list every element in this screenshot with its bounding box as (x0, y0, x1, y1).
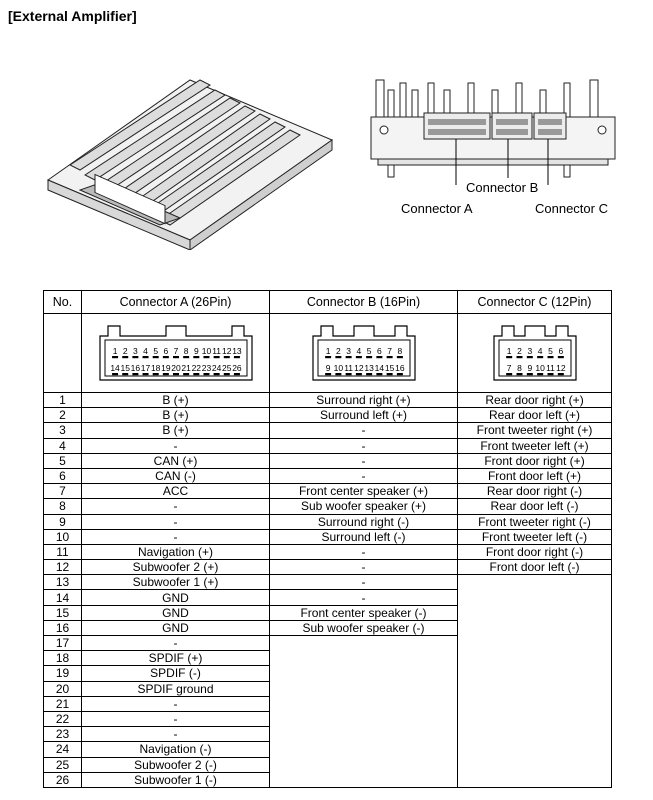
pin-number-cell: 21 (44, 696, 82, 711)
pin-label: 1 (506, 345, 512, 356)
pin-marker (557, 356, 563, 358)
table-row (44, 393, 612, 408)
pin-label: 8 (183, 345, 189, 356)
pin-label: 2 (335, 345, 341, 356)
pin-marker (355, 356, 361, 358)
connector-c-cell: Rear door right (-) (458, 484, 612, 499)
pin-number-cell: 1 (44, 393, 82, 408)
connector-b-cell: - (270, 590, 458, 605)
pin-label: 19 (160, 362, 171, 373)
pin-label: 6 (376, 345, 382, 356)
table-row (44, 453, 612, 468)
connector-b-cell: Surround right (-) (270, 514, 458, 529)
pin-marker (376, 373, 382, 375)
pin-marker (506, 356, 512, 358)
pin-number-cell: 22 (44, 711, 82, 726)
pin-label: 4 (537, 345, 543, 356)
pin-number-cell: 10 (44, 529, 82, 544)
pin-marker (132, 373, 138, 375)
pin-label: 2 (516, 345, 522, 356)
header-connector-c: Connector C (12Pin) (458, 291, 612, 314)
pin-number-cell: 18 (44, 651, 82, 666)
connector-b-callout: Connector B (466, 180, 539, 195)
pin-marker (112, 356, 118, 358)
table-row (44, 575, 612, 590)
table-row (44, 468, 612, 483)
connector-c-cell: Rear door left (+) (458, 408, 612, 423)
table-row (44, 423, 612, 438)
connector-b-cell: - (270, 453, 458, 468)
pin-number-cell: 13 (44, 575, 82, 590)
connector-a-cell: - (82, 711, 270, 726)
connector-a-cell: Subwoofer 2 (-) (82, 757, 270, 772)
pin-number-cell: 6 (44, 468, 82, 483)
pin-marker (152, 356, 158, 358)
pin-marker (173, 373, 179, 375)
pin-label: 4 (142, 345, 148, 356)
pin-number-cell: 26 (44, 772, 82, 787)
connector-a-cell: - (82, 636, 270, 651)
pin-label: 2 (122, 345, 128, 356)
pin-label: 8 (397, 345, 402, 356)
pin-marker (526, 373, 532, 375)
pin-label: 6 (162, 345, 168, 356)
pin-number-cell: 19 (44, 666, 82, 681)
connector-b-pinout-diagram (309, 320, 419, 384)
pin-marker (223, 373, 229, 375)
connector-a-cell: - (82, 514, 270, 529)
connector-a-diagram-cell (82, 314, 270, 393)
pin-label: 3 (132, 345, 138, 356)
header-connector-a: Connector A (26Pin) (82, 291, 270, 314)
header-no: No. (44, 291, 82, 314)
pin-marker (386, 373, 392, 375)
pin-number-cell: 23 (44, 727, 82, 742)
pin-marker (396, 356, 402, 358)
pin-label: 11 (545, 362, 555, 373)
pin-marker (366, 356, 372, 358)
pin-number-cell: 5 (44, 453, 82, 468)
pin-marker (203, 373, 209, 375)
connector-b-cell: - (270, 438, 458, 453)
pin-label: 14 (374, 362, 384, 373)
connector-b-diagram-cell (270, 314, 458, 393)
pin-label: 14 (109, 362, 120, 373)
pinout-table (43, 290, 612, 788)
pin-label: 7 (386, 345, 392, 356)
pin-label: 10 (201, 345, 211, 356)
connector-c-cell: Front tweeter left (+) (458, 438, 612, 453)
connector-a-pinout-diagram (96, 320, 256, 384)
pin-marker (325, 356, 331, 358)
pin-marker (516, 373, 522, 375)
connector-c-cell: Front tweeter right (-) (458, 514, 612, 529)
pin-marker (112, 373, 118, 375)
pin-marker (366, 373, 372, 375)
pin-number-cell: 4 (44, 438, 82, 453)
table-row (44, 499, 612, 514)
pin-label: 12 (221, 345, 232, 356)
table-row (44, 560, 612, 575)
pin-marker (142, 356, 148, 358)
connector-a-cell: - (82, 438, 270, 453)
pin-number-cell: 24 (44, 742, 82, 757)
pin-marker (122, 356, 128, 358)
pin-number-cell: 16 (44, 620, 82, 635)
connector-b-cell: Sub woofer speaker (+) (270, 499, 458, 514)
pin-label: 16 (394, 362, 405, 373)
pin-marker (203, 356, 209, 358)
pin-number-cell: 20 (44, 681, 82, 696)
pin-label: 9 (193, 345, 199, 356)
connector-a-cell: B (+) (82, 393, 270, 408)
connector-c-cell: Front door right (+) (458, 453, 612, 468)
connector-a-cell: Navigation (-) (82, 742, 270, 757)
connector-a-cell: Subwoofer 2 (+) (82, 560, 270, 575)
connector-a-cell: - (82, 499, 270, 514)
pin-label: 12 (353, 362, 364, 373)
pin-label: 11 (211, 345, 221, 356)
pin-marker (142, 373, 148, 375)
connector-a-cell: SPDIF (+) (82, 651, 270, 666)
pin-marker (162, 356, 168, 358)
table-row (44, 529, 612, 544)
pin-marker (526, 356, 532, 358)
connector-a-cell: - (82, 727, 270, 742)
pin-label: 26 (231, 362, 242, 373)
pin-marker (396, 373, 402, 375)
amplifier-front-view-illustration (368, 75, 618, 185)
connector-b-cell: Front center speaker (-) (270, 605, 458, 620)
pin-marker (537, 373, 543, 375)
pin-label: 20 (170, 362, 181, 373)
pin-marker (345, 356, 351, 358)
pin-label: 23 (201, 362, 211, 373)
diagram-no-cell (44, 314, 82, 393)
pin-label: 10 (534, 362, 545, 373)
pin-number-cell: 2 (44, 408, 82, 423)
pin-label: 10 (333, 362, 343, 373)
connector-b-cell: - (270, 468, 458, 483)
pin-label: 9 (325, 362, 330, 373)
pin-marker (132, 356, 138, 358)
pin-label: 22 (191, 362, 201, 373)
connector-c-cell: Front door right (-) (458, 544, 612, 559)
connector-a-cell: GND (82, 590, 270, 605)
pin-marker (506, 373, 512, 375)
pin-label: 4 (356, 345, 361, 356)
connector-b-cell: Surround left (+) (270, 408, 458, 423)
connector-b-cell: Sub woofer speaker (-) (270, 620, 458, 635)
connector-b-cell: Front center speaker (+) (270, 484, 458, 499)
pin-number-cell: 25 (44, 757, 82, 772)
connector-a-cell: GND (82, 605, 270, 620)
pin-label: 3 (526, 345, 532, 356)
page-heading: [External Amplifier] (8, 8, 137, 24)
pin-number-cell: 12 (44, 560, 82, 575)
table-header-row (44, 291, 612, 314)
pin-number-cell: 14 (44, 590, 82, 605)
pin-marker (173, 356, 179, 358)
connector-c-cell: Rear door left (-) (458, 499, 612, 514)
pin-label: 5 (366, 345, 371, 356)
connector-a-cell: SPDIF ground (82, 681, 270, 696)
pin-marker (183, 373, 189, 375)
connector-c-pinout-diagram (490, 320, 580, 384)
pin-marker (223, 356, 229, 358)
pin-number-cell: 3 (44, 423, 82, 438)
pin-label: 16 (130, 362, 140, 373)
pin-label: 5 (547, 345, 553, 356)
connector-a-cell: CAN (-) (82, 468, 270, 483)
connector-a-cell: GND (82, 620, 270, 635)
pin-label: 11 (343, 362, 353, 373)
pin-marker (355, 373, 361, 375)
pin-number-cell: 7 (44, 484, 82, 499)
connector-a-callout: Connector A (401, 201, 473, 216)
pin-marker (162, 373, 168, 375)
pin-marker (547, 356, 553, 358)
pin-marker (325, 373, 331, 375)
pin-marker (335, 356, 341, 358)
pin-marker (547, 373, 553, 375)
pin-label: 8 (516, 362, 522, 373)
table-row (44, 484, 612, 499)
pin-marker (213, 373, 219, 375)
connector-a-cell: Navigation (+) (82, 544, 270, 559)
connector-b-cell: Surround right (+) (270, 393, 458, 408)
pin-number-cell: 9 (44, 514, 82, 529)
pin-label: 6 (557, 345, 563, 356)
table-row (44, 408, 612, 423)
connector-b-cell: - (270, 560, 458, 575)
pin-label: 15 (119, 362, 130, 373)
connector-diagram-row (44, 314, 612, 393)
pin-label: 5 (152, 345, 158, 356)
pin-label: 17 (140, 362, 150, 373)
connector-c-callout: Connector C (535, 201, 608, 216)
pin-label: 21 (180, 362, 191, 373)
pin-label: 9 (526, 362, 532, 373)
connector-b-cell: - (270, 423, 458, 438)
connector-a-cell: ACC (82, 484, 270, 499)
connector-b-empty-cell (270, 636, 458, 788)
connector-c-cell: Rear door right (+) (458, 393, 612, 408)
connector-b-cell: Surround left (-) (270, 529, 458, 544)
connector-a-cell: B (+) (82, 408, 270, 423)
pin-marker (152, 373, 158, 375)
pin-number-cell: 15 (44, 605, 82, 620)
table-row (44, 514, 612, 529)
connector-c-empty-cell (458, 575, 612, 788)
pin-label: 15 (384, 362, 394, 373)
pin-label: 25 (221, 362, 232, 373)
pin-label: 1 (112, 345, 117, 356)
pin-marker (193, 373, 199, 375)
pin-marker (122, 373, 128, 375)
connector-b-cell: - (270, 575, 458, 590)
header-connector-b: Connector B (16Pin) (270, 291, 458, 314)
table-row (44, 544, 612, 559)
pin-marker (345, 373, 351, 375)
connector-b-cell: - (270, 544, 458, 559)
table-row (44, 438, 612, 453)
pin-marker (386, 356, 392, 358)
connector-c-diagram-cell (458, 314, 612, 393)
pin-marker (193, 356, 199, 358)
connector-a-cell: - (82, 529, 270, 544)
pin-marker (233, 356, 239, 358)
pin-marker (537, 356, 543, 358)
pin-number-cell: 17 (44, 636, 82, 651)
pin-number-cell: 11 (44, 544, 82, 559)
connector-c-cell: Front tweeter left (-) (458, 529, 612, 544)
pin-marker (183, 356, 189, 358)
pin-marker (335, 373, 341, 375)
pin-label: 7 (173, 345, 178, 356)
connector-c-cell: Front door left (+) (458, 468, 612, 483)
pin-label: 7 (506, 362, 512, 373)
pin-marker (233, 373, 239, 375)
connector-a-cell: B (+) (82, 423, 270, 438)
pin-number-cell: 8 (44, 499, 82, 514)
connector-a-cell: SPDIF (-) (82, 666, 270, 681)
pin-label: 3 (345, 345, 351, 356)
pin-marker (213, 356, 219, 358)
pin-label: 24 (211, 362, 221, 373)
connector-a-cell: CAN (+) (82, 453, 270, 468)
pin-label: 13 (231, 345, 242, 356)
connector-c-cell: Front tweeter right (+) (458, 423, 612, 438)
connector-a-cell: Subwoofer 1 (-) (82, 772, 270, 787)
connector-a-cell: - (82, 696, 270, 711)
connector-c-cell: Front door left (-) (458, 560, 612, 575)
pin-marker (557, 373, 563, 375)
pin-label: 13 (363, 362, 374, 373)
pin-label: 1 (325, 345, 330, 356)
pin-label: 18 (150, 362, 160, 373)
pin-label: 12 (555, 362, 566, 373)
pin-marker (376, 356, 382, 358)
pin-marker (516, 356, 522, 358)
connector-a-cell: Subwoofer 1 (+) (82, 575, 270, 590)
amplifier-isometric-illustration (40, 40, 340, 250)
